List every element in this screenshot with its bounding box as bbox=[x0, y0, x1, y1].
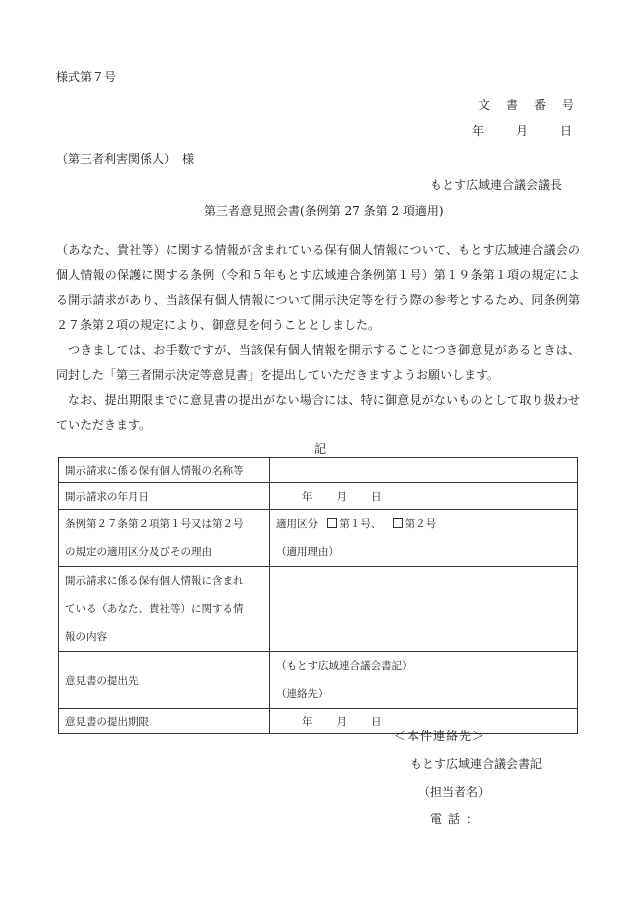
row-label: 意見書の提出期限 bbox=[59, 709, 270, 734]
paragraph-2: つきましては、お手数ですが、当該保有個人情報を開示することにつき御意見があるときは、同封した「第三者開示決定等意見書」を提出していただきますようお願いします。 bbox=[56, 343, 580, 382]
paragraph-1: （あなた、貴社等）に関する情報が含まれている保有個人情報について、もとす広域連合議会の個人情報の保護に関する条例（令和５年もとす広域連合条例第１号）第１９条第１項の規定による開示請求があり、当該保有個人情報について開示決定等を行う際の参考とするため、同条例第２７条第２項の規定により、御意見を伺うこととしました。 bbox=[56, 243, 580, 332]
table-row bbox=[59, 652, 578, 709]
row-label: 開示請求の年月日 bbox=[59, 483, 270, 510]
form-number: 様式第７号 bbox=[56, 70, 117, 84]
category-cell bbox=[270, 510, 578, 567]
row-label-line: 条例第２７条第２項第１号又は第２号 bbox=[65, 518, 244, 530]
submission-destination: （もとす広域連合議会書記） bbox=[276, 660, 413, 672]
row-label-line: 開示請求に係る保有個人情報に含まれ bbox=[65, 575, 244, 587]
contact-info-label: （連絡先） bbox=[276, 688, 329, 700]
row-label-line: ている（あなた、貴社等）に関する情 bbox=[65, 603, 244, 615]
contact-person: （担当者名） bbox=[418, 785, 491, 799]
contact-phone: 電話： bbox=[430, 812, 485, 826]
reason-label: （適用理由） bbox=[276, 546, 339, 558]
row-label: 意見書の提出先 bbox=[59, 652, 270, 709]
table-row bbox=[59, 483, 578, 510]
option-1-label: 第１号、 bbox=[339, 518, 382, 530]
contact-heading: ＜本件連絡先＞ bbox=[394, 729, 486, 743]
row-label-line: の規定の適用区分及びその理由 bbox=[65, 546, 212, 558]
sender: もとす広域連合議会議長 bbox=[429, 178, 562, 192]
paragraph-3: なお、提出期限までに意見書の提出がない場合には、特に御意見がないものとして取り扱わせていただきます。 bbox=[56, 393, 580, 432]
row-value bbox=[270, 567, 578, 652]
ki-heading: 記 bbox=[314, 442, 327, 456]
table-row bbox=[59, 709, 578, 734]
info-table bbox=[58, 457, 578, 734]
submission-destination-cell bbox=[270, 652, 578, 709]
checkbox-option-1[interactable] bbox=[327, 518, 337, 528]
body-text bbox=[56, 238, 580, 438]
request-date-value: 年 月 日 bbox=[270, 483, 578, 510]
row-label bbox=[59, 567, 270, 652]
option-2-label: 第２号 bbox=[404, 518, 437, 530]
deadline-value: 年 月 日 bbox=[270, 709, 578, 734]
checkbox-option-2[interactable] bbox=[393, 518, 403, 528]
table-row bbox=[59, 510, 578, 567]
row-label-line: 報の内容 bbox=[65, 631, 107, 643]
document-number: 文書番号 bbox=[477, 98, 590, 112]
row-label: 開示請求に係る保有個人情報の名称等 bbox=[59, 458, 270, 483]
row-value bbox=[270, 458, 578, 483]
addressee: （第三者利害関係人） 様 bbox=[56, 152, 195, 166]
document-date: 年 月 日 bbox=[471, 124, 582, 138]
contact-office: もとす広域連合議会書記 bbox=[410, 757, 543, 771]
table-row bbox=[59, 567, 578, 652]
document-title: 第三者意見照会書(条例第 27 条第 2 項適用) bbox=[204, 204, 444, 218]
table-row bbox=[59, 458, 578, 483]
row-label bbox=[59, 510, 270, 567]
category-label: 適用区分 bbox=[276, 518, 318, 530]
